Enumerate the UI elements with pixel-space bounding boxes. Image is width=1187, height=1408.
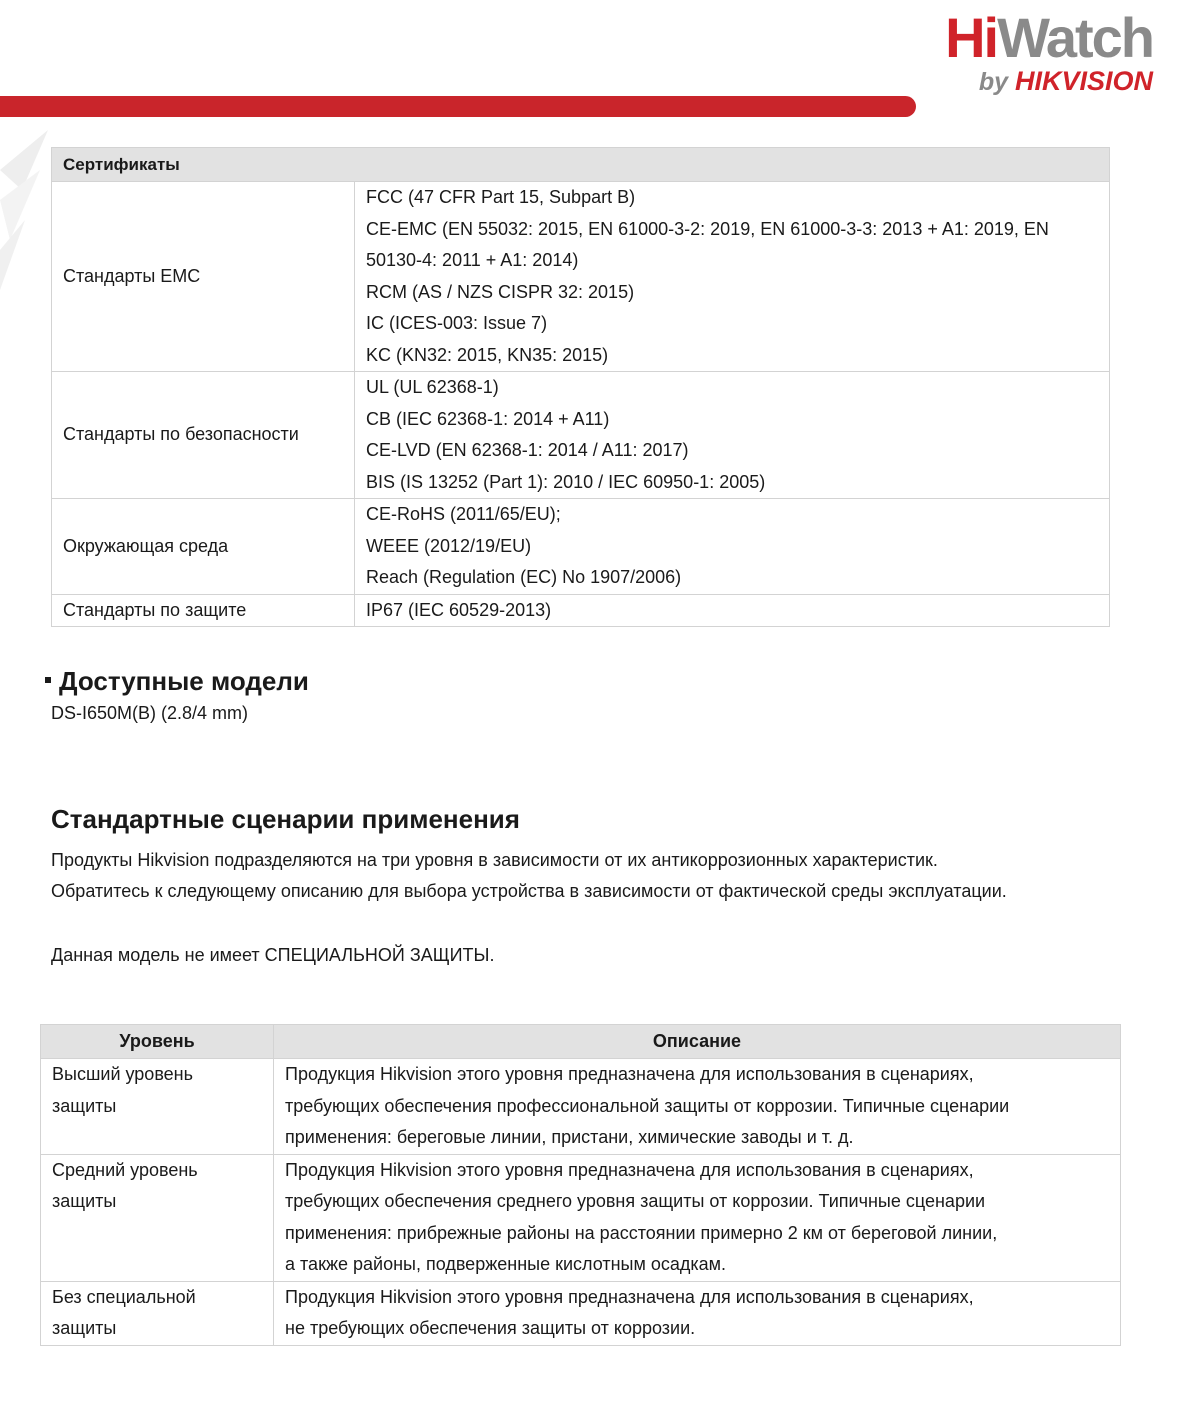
header-red-bar: [0, 96, 916, 117]
certificate-label: Стандарты по безопасности: [52, 372, 355, 499]
certificate-row: [52, 594, 1110, 627]
protection-levels-table: [40, 1024, 1121, 1346]
column-header-level: Уровень: [41, 1025, 274, 1059]
scenarios-title: Стандартные сценарии применения: [51, 804, 520, 834]
level-row: [41, 1154, 1121, 1281]
scenarios-note: Данная модель не имеет СПЕЦИАЛЬНОЙ ЗАЩИТЫ.: [51, 945, 495, 965]
models-title: Доступные модели: [59, 666, 309, 696]
column-header-description: Описание: [274, 1025, 1121, 1059]
certificate-value-line: CB (IEC 62368-1: 2014 + A11): [366, 408, 610, 429]
certificate-value-line: IP67 (IEC 60529-2013): [366, 599, 552, 620]
certificate-label: Окружающая среда: [52, 499, 355, 595]
certificate-values: [355, 594, 1110, 627]
level-row: [41, 1281, 1121, 1345]
level-description-line: требующих обеспечения среднего уровня защиты от коррозии. Типичные сценарии: [285, 1191, 986, 1211]
certificate-row: [52, 372, 1110, 499]
level-description: [274, 1154, 1121, 1281]
level-description-line: Продукция Hikvision этого уровня предназначена для использования в сценариях,: [285, 1064, 974, 1084]
certificate-value-line: BIS (IS 13252 (Part 1): 2010 / IEC 60950-1: 2005): [366, 471, 766, 492]
level-row: [41, 1059, 1121, 1155]
certificate-values: [355, 372, 1110, 499]
certificate-value-line: Reach (Regulation (EC) No 1907/2006): [366, 567, 682, 587]
level-name: [41, 1059, 274, 1155]
certificate-value-line: WEEE (2012/19/EU): [366, 535, 532, 556]
models-heading: [45, 664, 309, 698]
bullet-square-icon: [45, 677, 51, 683]
level-description-line: применения: прибрежные районы на расстоянии примерно 2 км от береговой линии,: [285, 1222, 998, 1243]
level-description-line: Продукция Hikvision этого уровня предназначена для использования в сценариях,: [285, 1159, 974, 1180]
certificate-value-line: UL (UL 62368-1): [366, 377, 499, 397]
logo-by-text: by: [978, 68, 1015, 96]
certificate-row: [52, 182, 1110, 372]
certificate-value-line: RCM (AS / NZS CISPR 32: 2015): [366, 281, 635, 302]
level-name-line: Без специальной: [52, 1286, 196, 1307]
level-name-line: Средний уровень: [52, 1159, 198, 1180]
certificates-header: Сертификаты: [52, 148, 1110, 182]
certificate-label: Стандарты по защите: [52, 594, 355, 627]
level-description-line: требующих обеспечения профессиональной защиты от коррозии. Типичные сценарии: [285, 1095, 1010, 1116]
logo-hi-text: Hi: [945, 6, 998, 69]
scenarios-paragraph-1: Продукты Hikvision подразделяются на три уровня в зависимости от их антикоррозионных характеристик.: [51, 850, 938, 870]
certificates-table: [51, 147, 1110, 627]
level-description-line: применения: береговые линии, пристани, химические заводы и т. д.: [285, 1127, 854, 1147]
level-name: [41, 1154, 274, 1281]
certificate-value-line: CE-LVD (EN 62368-1: 2014 / A11: 2017): [366, 440, 689, 460]
level-name: [41, 1281, 274, 1345]
certificate-values: [355, 182, 1110, 372]
certificate-value-line: CE-RoHS (2011/65/EU);: [366, 504, 561, 524]
scenarios-paragraph-2: Обратитесь к следующему описанию для выбора устройства в зависимости от фактической среды эксплуатации.: [51, 881, 1007, 901]
level-description: [274, 1281, 1121, 1345]
hiwatch-logo: [945, 6, 1153, 96]
certificate-value-line: IC (ICES-003: Issue 7): [366, 313, 548, 333]
certificate-value-line: KC (KN32: 2015, KN35: 2015): [366, 344, 609, 365]
level-description-line: Продукция Hikvision этого уровня предназначена для использования в сценариях,: [285, 1286, 974, 1307]
level-name-line: защиты: [52, 1318, 117, 1338]
certificate-value-line: CE-EMC (EN 55032: 2015, EN 61000-3-2: 2019, EN 61000-3-3: 2013 + A1: 2019, EN: [366, 218, 1049, 239]
level-description-line: не требующих обеспечения защиты от коррозии.: [285, 1318, 696, 1338]
model-name: DS-I650M(B) (2.8/4 mm): [51, 703, 249, 723]
certificate-value-line: 50130-4: 2011 + A1: 2014): [366, 250, 579, 270]
level-name-line: защиты: [52, 1191, 117, 1211]
certificate-value-line: FCC (47 CFR Part 15, Subpart B): [366, 187, 636, 207]
level-description-line: а также районы, подверженные кислотным осадкам.: [285, 1254, 727, 1274]
certificate-values: [355, 499, 1110, 595]
level-name-line: Высший уровень: [52, 1064, 194, 1084]
logo-hikvision-text: HIKVISION: [1014, 66, 1153, 96]
certificate-label: Стандарты EMC: [52, 182, 355, 372]
logo-watch-text: Watch: [997, 6, 1153, 69]
level-description: [274, 1059, 1121, 1155]
level-name-line: защиты: [52, 1095, 117, 1116]
certificate-row: [52, 499, 1110, 595]
